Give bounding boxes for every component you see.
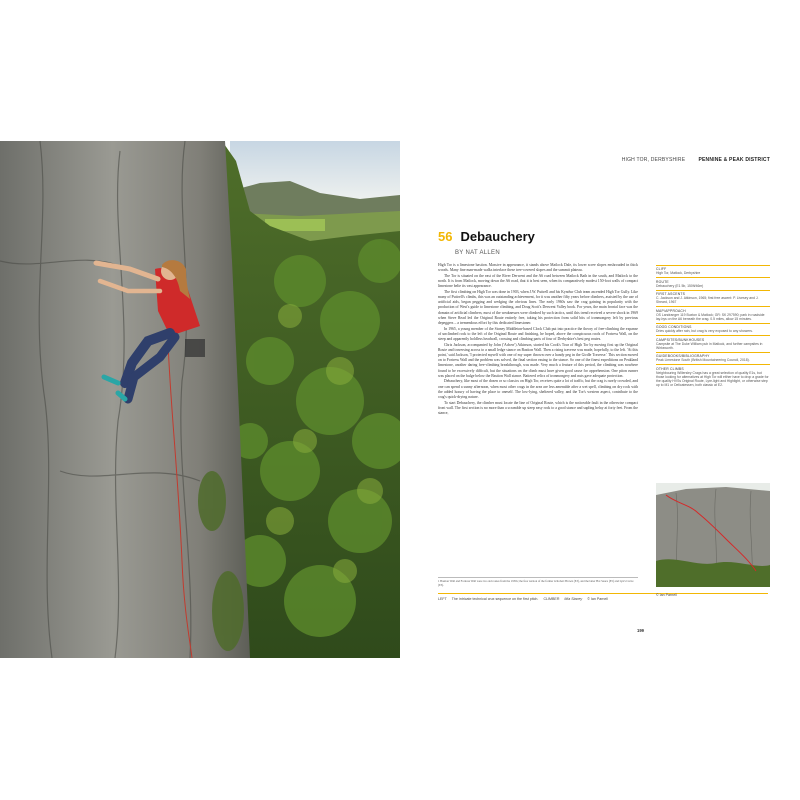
info-value: Neighbouring Willersley Crags has a great selection of quality E1s, but those looking for alternatives at High Tor will either have to drop a grade for the quality HVSs Original Route, Lyre-light and Highlight, or otherwise step up to M1 or Delicatessen, both classic at E2. <box>656 370 769 388</box>
route-number: 56 <box>438 229 453 244</box>
climbing-photo <box>0 141 400 658</box>
info-value: High Tor, Matlock, Derbyshire <box>656 271 701 276</box>
body-paragraph: To start Debauchery, the climber must locate the line of Original Route, which is the noticeable fault in the otherwise compact front wall. The first section is no more than a scramble up steep easy rock to a good stance and sapling belay at forty feet. From the stance, <box>438 400 638 415</box>
byline: BY NAT ALLEN <box>455 250 500 256</box>
photo-caption <box>438 593 768 601</box>
info-route <box>656 277 770 289</box>
route-topo-photo <box>656 483 770 587</box>
topo-illustration <box>656 483 770 587</box>
running-head-district: PENNINE & PEAK DISTRICT <box>698 157 770 163</box>
body-paragraph: In 1965, a young member of the Stoney Middleton-based Clock Club put into practice the theory of free-climbing the expanse of unclimbed rock to the left of the Original Route and finishing, he hoped, above the conspicuous roofs of Fortress Wall, on the steep and apparently holdless headwall, crossing and climbing parts of four of Derbyshire's best peg routes. <box>438 326 638 341</box>
info-label: CLIFF <box>656 267 667 272</box>
info-label: CAMPSITES/BUNKHOUSES <box>656 337 705 342</box>
info-value: Dries quickly after rain, but crag is very exposed to any showers. <box>656 329 753 334</box>
info-value: OS Landranger 119 Buxton & Matlock; GR: SK 297590; park in roadside lay-bys on the A6 beneath the crag. 0.5 miles, allow 15 minutes. <box>656 312 765 321</box>
info-cliff <box>656 265 770 277</box>
info-label: OTHER CLIMBS <box>656 366 684 371</box>
caption-photographer: © Ian Parnell <box>587 597 609 601</box>
topo-credit: © Ian Parnell <box>656 593 677 597</box>
body-paragraph: Chris Jackson, accompanied by John ('Acherr') Atkinson, started his Cook's Tour of High Tor by moving first up the Original Route and traversing across to a small ledge stance on Bastion Wall. Then a rising traverse was made, hopefully, to the left. 'At this point,' said Jackson, 'I protected myself with one of my super thrown over a handy peg in the Girdle Traverse.' This section moved on to Fortress Wall and the problem was solved, the final section easing to the stance. So one of the finest expeditions on Peakland limestone, another daring free-climbing breakthrough, was made. Very much a feature of this period, the climbing was nowhere found to be excessively difficult, but the situations on the climb must have given good cause for apprehension. One piton runner was placed on the bulge below the Bastion Wall stance. Battered relics of ironmongery and nuts gave adequate protection. <box>438 342 638 378</box>
info-label: MAP/APPROACH <box>656 308 686 313</box>
page-number: 199 <box>637 628 644 633</box>
route-title: Debauchery <box>460 229 535 244</box>
info-other-climbs <box>656 364 770 389</box>
caption-prefix: LEFT <box>438 597 447 601</box>
body-paragraph: Debauchery, like most of the dozen or so classics on High Tor, receives quite a lot of traffic, but the crag is rarely crowded, and one can spend a sunny afternoon, when most other crags in the area are less amenable after a wet spell, climbing on dry rock with the added luxury of having the place to oneself. The low-lying, sheltered valley, and the Tor's western aspect, contribute to the crag's quick-drying nature. <box>438 379 638 399</box>
book-spread <box>0 141 800 658</box>
info-value: Peak Limestone South (British Mountaineering Council, 2018). <box>656 358 750 363</box>
info-guidebooks <box>656 352 770 364</box>
body-paragraph: High Tor is a limestone bastion. Massive in appearance, it stands above Matlock Dale, its lower scree slopes enshrouded in thick woods. Many fine man-made walks interlace these tree-covered slopes and the summit plateau. <box>438 263 638 273</box>
body-paragraph: The Tor is situated on the east of the River Derwent and the A6 road between Matlock Bath in the south, and Matlock to the north. It is from Matlock, moving down the A6 road, that it is best seen, when its comparatively modest 150-foot walls of compact limestone belie its vast appearance. <box>438 273 638 289</box>
caption-climber-label: CLIMBER <box>543 597 560 601</box>
info-value: Campsite at The Duke William pub in Matlock, and further campsites in Wirksworth. <box>656 341 763 350</box>
article-body <box>438 263 638 417</box>
info-label: GUIDEBOOKS/BIBLIOGRAPHY <box>656 354 710 359</box>
running-head <box>622 157 770 163</box>
photo-illustration <box>0 141 400 658</box>
running-head-location: HIGH TOR, DERBYSHIRE <box>621 157 686 163</box>
info-label: FIRST ASCENTS <box>656 291 686 296</box>
info-campsites <box>656 335 770 352</box>
info-value: Debauchery (E1 5b, 150ft/46m) <box>656 283 704 288</box>
route-heading <box>438 228 535 246</box>
caption-text: The intricate technical crux sequence on the first pitch. <box>451 597 539 601</box>
info-map-approach <box>656 306 770 323</box>
info-value: C. Jackson and J. Atkinson, 1965; first free ascent: P. Livesey and J. Sheard, 1967 <box>656 296 759 305</box>
route-info-sidebar <box>656 265 770 389</box>
info-label: GOOD CONDITIONS <box>656 325 692 330</box>
info-first-ascents <box>656 290 770 307</box>
footnote: 1 Bastion Wall and Fortress Wall were two aid routes from the 1950s; the free version of the former is Robert Brown (E3), and the latter Hot Sauce (E5) and Lyn's Curve (E3). <box>438 577 638 588</box>
info-good-conditions <box>656 323 770 335</box>
caption-climber: Mia Stacey <box>564 597 583 601</box>
body-paragraph: The first climbing on High Tor was done in 1903, when J.W. Puttrell and his Kyndwr Club team ascended High Tor Gully. Like many of Puttrell's climbs, this was an outstanding achievement, for it was another fifty years before climbers, assisted by the use of artificial aids, began pegging and wedging the obvious lines. The early 1960s saw the crag gaining in popularity with the production of West's guide to limestone climbing, and Doug Scott's Derwent Valley book. For years, the main frontal face was the domain of artificial climbers; most of the weaknesses were climbed by such tactics, until this trend received a severe shock in 1969 when Steve Read led the Original Route entirely free, taking his protection from solid bits of ironmongery left by previous depeggers – a tremendous effort by this dedicated limestoner. <box>438 289 638 325</box>
text-page <box>400 141 800 658</box>
info-label: ROUTE <box>656 279 669 284</box>
